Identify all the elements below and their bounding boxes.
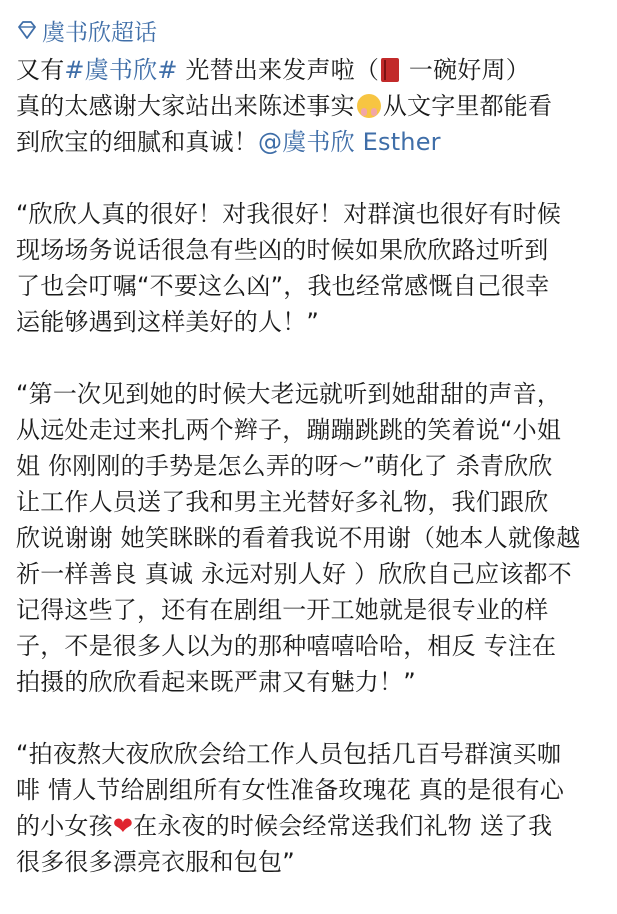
text-line: 姐 你刚刚的手势是怎么弄的呀～”萌化了 杀青欣欣 — [16, 452, 553, 480]
text-line: 拍摄的欣欣看起来既严肃又有魅力！” — [16, 668, 416, 696]
text-line: “第一次见到她的时候大老远就听到她甜甜的声音， — [16, 380, 562, 408]
text-line: “欣欣人真的很好！对我很好！对群演也很好有时候 — [16, 200, 562, 228]
text-line: 很多很多漂亮衣服和包包” — [16, 848, 295, 876]
text-span: 一碗好周） — [401, 56, 530, 84]
paragraph-gap — [16, 160, 612, 196]
quote-paragraph-3 — [16, 736, 612, 880]
text-line: 运能够遇到这样美好的人！” — [16, 308, 320, 336]
diamond-topic-icon — [16, 19, 38, 41]
text-span: 从文字里都能看 — [382, 92, 553, 120]
super-topic-link[interactable] — [16, 8, 612, 52]
grateful-face-icon — [357, 94, 381, 118]
text-line: 从远处走过来扎两个辫子，蹦蹦跳跳的笑着说“小姐 — [16, 416, 562, 444]
text-line: 让工作人员送了我和男主光替好多礼物，我们跟欣 — [16, 488, 549, 516]
super-topic-label: 虞书欣超话 — [42, 19, 157, 46]
weibo-post — [16, 8, 612, 880]
text-line: “拍夜熬大夜欣欣会给工作人员包括几百号群演买咖 — [16, 740, 562, 768]
text-line: 了也会叮嘱“不要这么凶”，我也经常感慨自己很幸 — [16, 272, 550, 300]
intro-paragraph — [16, 52, 612, 160]
paragraph-gap — [16, 340, 612, 376]
mention-link[interactable]: @虞书欣 Esther — [258, 128, 441, 156]
text-line — [16, 88, 612, 124]
red-heart-icon: ❤ — [112, 812, 134, 840]
hashtag-link[interactable]: #虞书欣# — [64, 56, 178, 84]
text-line: 啡 情人节给剧组所有女性准备玫瑰花 真的是很有心 — [16, 776, 565, 804]
text-line: 欣说谢谢 她笑眯眯的看着我说不用谢（她本人就像越 — [16, 524, 581, 552]
text-line — [16, 124, 612, 160]
text-line: 祈一样善良 真诚 永远对别人好 ）欣欣自己应该都不 — [16, 560, 572, 588]
quote-paragraph-1 — [16, 196, 612, 340]
text-line: 子，不是很多人以为的那种嘻嘻哈哈，相反 专注在 — [16, 632, 557, 660]
quote-paragraph-2 — [16, 376, 612, 700]
text-line — [16, 52, 612, 88]
text-span: 在永夜的时候会经常送我们礼物 送了我 — [133, 812, 553, 840]
red-book-icon — [381, 58, 399, 82]
text-span: 又有 — [16, 56, 65, 84]
text-span: 的小女孩 — [16, 812, 113, 840]
paragraph-gap — [16, 700, 612, 736]
text-line — [16, 808, 612, 844]
text-span: 到欣宝的细腻和真诚！ — [16, 128, 258, 156]
text-span: 真的太感谢大家站出来陈述事实 — [16, 92, 355, 120]
text-span: 光替出来发声啦（ — [177, 56, 380, 84]
text-line: 现场场务说话很急有些凶的时候如果欣欣路过听到 — [16, 236, 549, 264]
text-line: 记得这些了，还有在剧组一开工她就是很专业的样 — [16, 596, 549, 624]
